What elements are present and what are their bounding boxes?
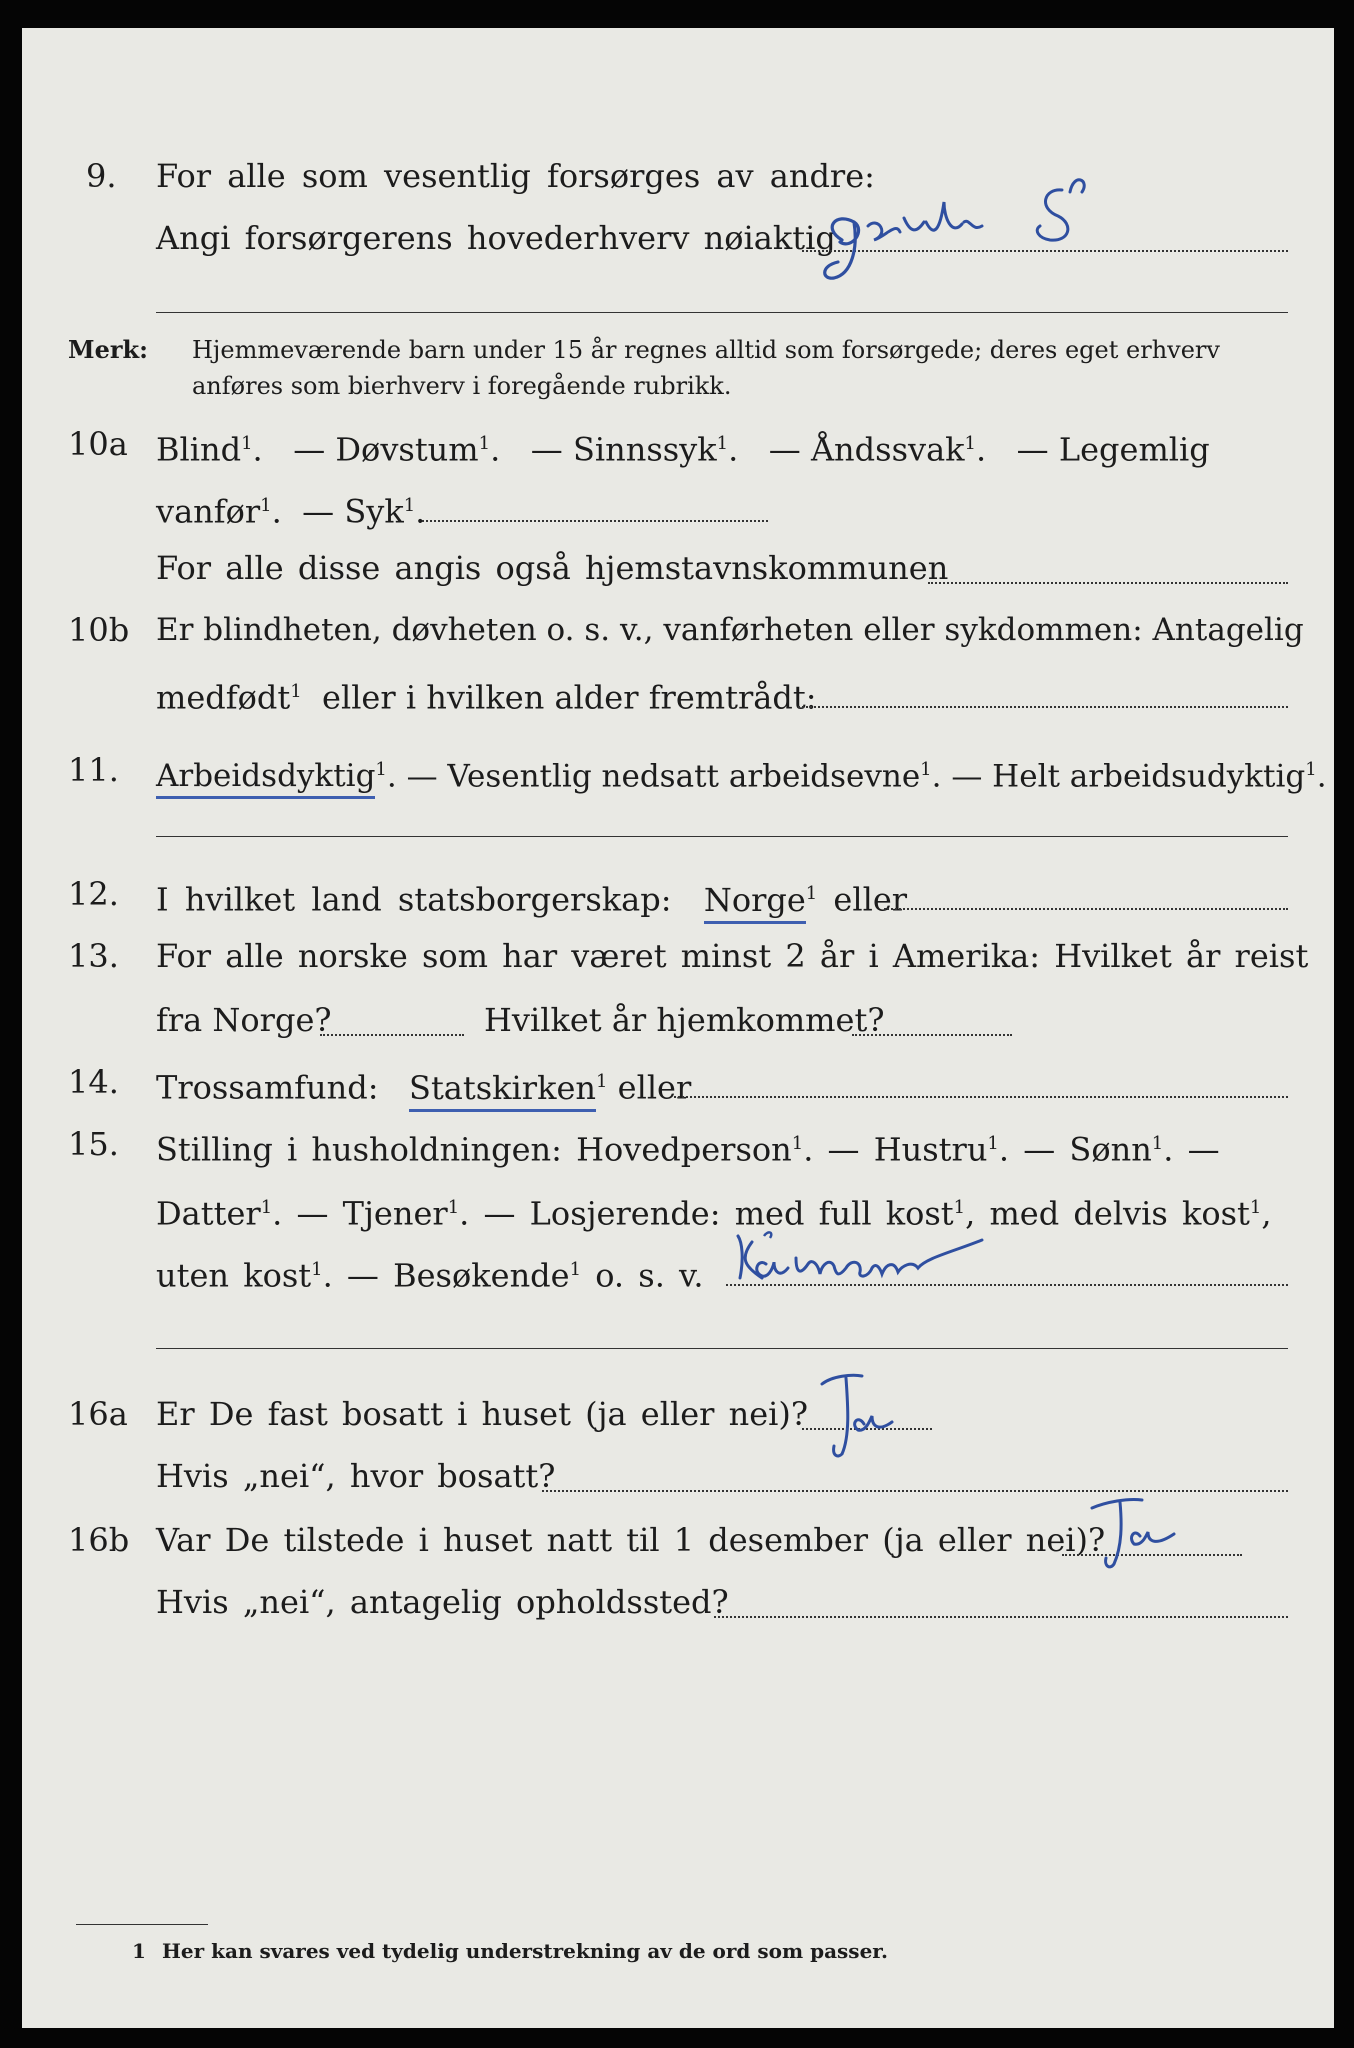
- q14-option-statskirken-underlined: Statskirken: [409, 1069, 596, 1112]
- q14-number: 14.: [68, 1063, 119, 1101]
- q16b-opholdssted-line: [714, 1616, 1288, 1618]
- q13-line2b: Hvilket år hjemkommet?: [484, 1001, 885, 1039]
- q9-handwritten-answer: [812, 178, 1172, 288]
- q11-number: 11.: [68, 751, 119, 789]
- q12-line: I hvilket land statsborgerskap: Norge$^1$ eller: [156, 874, 907, 920]
- q12-number: 12.: [68, 875, 119, 913]
- q10a-hjemstavn-line: [928, 582, 1288, 584]
- q16a-bosatt-line: [542, 1490, 1288, 1492]
- q10b-answer-line: [798, 706, 1288, 708]
- q11-option-arbeidsdyktig-underlined: Arbeidsdyktig: [156, 758, 375, 799]
- merk-line1: Hjemmeværende barn under 15 år regnes alltid som forsørgede; deres eget erhverv: [192, 336, 1220, 364]
- q16a-handwritten-answer: [812, 1366, 932, 1466]
- q10a-number: 10a: [68, 425, 128, 463]
- q10a-syk-line: [422, 520, 768, 522]
- q15-number: 15.: [68, 1125, 119, 1163]
- q12-option-norge-underlined: Norge: [704, 881, 806, 924]
- q9-number: 9.: [86, 157, 117, 195]
- q13-number: 13.: [68, 937, 119, 975]
- q10a-line1: Blind$^1$. — Døvstum$^1$. — Sinnssyk$^1$. — Åndssvak$^1$. — Legemlig: [156, 430, 1210, 469]
- q15-handwritten-answer: [722, 1228, 1142, 1298]
- q10b-line1: Er blindheten, døvheten o. s. v., vanførheten eller sykdommen: Antagelig: [156, 612, 1304, 648]
- q10b-line2: medfødt$^1$ eller i hvilken alder fremtrådt:: [156, 678, 817, 717]
- merk-label: Merk:: [68, 335, 148, 364]
- merk-line2: anføres som bierhverv i foregående rubrikk.: [192, 372, 732, 400]
- q15-line1: Stilling i husholdningen: Hovedperson$^1$. — Hustru$^1$. — Sønn$^1$. —: [156, 1130, 1220, 1169]
- footnote-rule: [76, 1924, 208, 1925]
- q15-separator: [156, 1348, 1288, 1349]
- q10b-number: 10b: [68, 611, 130, 649]
- q16b-line2: Hvis „nei“, antagelig opholdssted?: [156, 1583, 729, 1621]
- q13-reist-line: [320, 1034, 464, 1036]
- q9-line1: For alle som vesentlig forsørges av andre:: [156, 157, 875, 195]
- q15-line2: Datter$^1$. — Tjener$^1$. — Losjerende: med full kost$^1$, med delvis kost$^1$,: [156, 1194, 1272, 1233]
- q11-answer-line: [156, 836, 1288, 837]
- q13-line2a: fra Norge?: [156, 1001, 332, 1039]
- q11-line: Arbeidsdyktig$^1$. — Vesentlig nedsatt arbeidsevne$^1$. — Helt arbeidsudyktig$^1$.: [156, 750, 1327, 796]
- q9-separator: [156, 312, 1288, 313]
- q9-line2: Angi forsørgerens hovederhverv nøiaktig: [156, 219, 836, 257]
- q14-answer-line: [674, 1096, 1288, 1098]
- q12-answer-line: [884, 908, 1288, 910]
- q14-line: Trossamfund: Statskirken$^1$ eller: [156, 1062, 691, 1108]
- q15-line3: uten kost$^1$. — Besøkende$^1$ o. s. v.: [156, 1256, 704, 1295]
- q16b-handwritten-answer: [1084, 1494, 1224, 1584]
- q13-hjemkommet-line: [852, 1034, 1012, 1036]
- q10a-line2: vanfør$^1$. — Syk$^1$.: [156, 492, 426, 531]
- q13-line1: For alle norske som har været minst 2 år i Amerika: Hvilket år reist: [156, 937, 1309, 975]
- footnote-text: Her kan svares ved tydelig understrekning av de ord som passer.: [162, 1939, 888, 1963]
- census-form-page: [22, 28, 1334, 2028]
- footnote-mark: 1: [132, 1939, 146, 1963]
- q16a-line2: Hvis „nei“, hvor bosatt?: [156, 1457, 556, 1495]
- q10a-line3: For alle disse angis også hjemstavnskommunen: [156, 549, 949, 587]
- q16b-line1: Var De tilstede i huset natt til 1 desember (ja eller nei)?: [156, 1521, 1106, 1559]
- q16b-number: 16b: [68, 1521, 130, 1559]
- q16a-number: 16a: [68, 1395, 128, 1433]
- q16a-line1: Er De fast bosatt i huset (ja eller nei)?: [156, 1395, 809, 1433]
